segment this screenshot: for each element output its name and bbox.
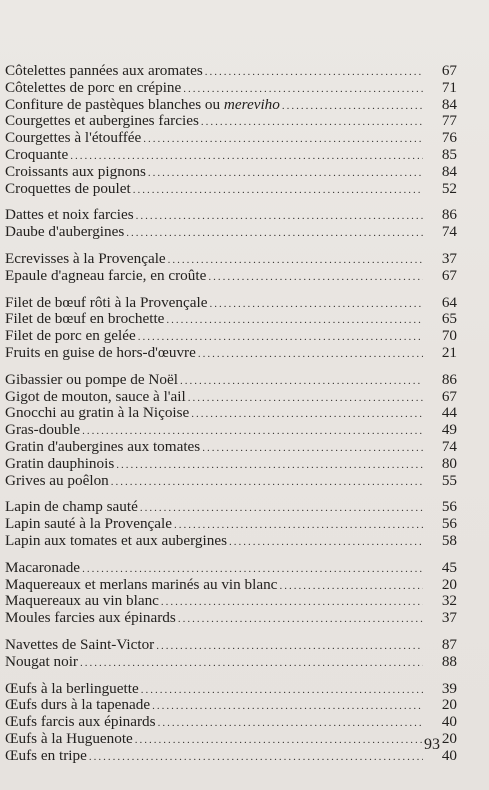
entry-title: Croquante [5,145,69,163]
entry-title: Daube d'aubergines [5,223,125,241]
index-group [5,251,457,285]
dot-leader [180,373,423,390]
index-group [5,637,457,671]
entry-title: Epaule d'agneau farcie, en croûte [5,266,207,284]
entry-page-number: 52 [441,179,457,197]
entry-title: Nougat noir [5,652,78,670]
entry-title: Gratin d'aubergines aux tomates [5,437,201,455]
index-entry [5,516,457,533]
entry-page-number: 37 [441,609,457,627]
dot-leader [82,561,423,578]
entry-title: Dattes et noix farcies [5,206,134,224]
dot-leader [140,500,423,517]
index-entry [5,499,457,516]
entry-page-number: 64 [441,293,457,311]
index-entry [5,311,457,328]
index-entry [5,560,457,577]
page-number: 93 [424,736,440,753]
dot-leader [136,208,423,225]
entry-page-number: 44 [441,404,457,422]
index-entry [5,251,457,268]
dot-leader [161,594,423,611]
index-entry [5,181,457,198]
entry-title: Gibassier ou pompe de Noël [5,370,178,388]
entry-page-number: 20 [441,575,457,593]
entry-title: Confiture de pastèques blanches ou mereviho [5,95,280,113]
entry-title: Grives au poêlon [5,471,109,489]
entry-title: Lapin de champ sauté [5,498,138,516]
recipe-index [5,63,457,774]
index-entry [5,593,457,610]
index-entry [5,63,457,80]
entry-title: Filet de porc en gelée [5,327,136,345]
entry-page-number: 84 [441,162,457,180]
entry-title: Maquereaux et merlans marinés au vin blanc [5,575,278,593]
entry-page-number: 86 [441,206,457,224]
index-entry [5,345,457,362]
entry-page-number: 40 [441,713,457,731]
index-group [5,560,457,627]
entry-title: Gnocchi au gratin à la Niçoise [5,404,190,422]
index-group [5,499,457,549]
entry-title: Œufs à la berlinguette [5,679,139,697]
entry-page-number: 32 [441,592,457,610]
index-entry [5,422,457,439]
entry-page-number: 74 [441,223,457,241]
entry-title: Œufs farcis aux épinards [5,713,156,731]
entry-page-number: 56 [441,515,457,533]
entry-page-number: 65 [441,310,457,328]
entry-page-number: 88 [441,652,457,670]
dot-leader [201,114,423,131]
entry-page-number: 74 [441,437,457,455]
index-group [5,63,457,197]
index-entry [5,80,457,97]
entry-title: Fruits en guise de hors-d'œuvre [5,343,196,361]
entry-page-number: 67 [441,62,457,79]
index-entry [5,533,457,550]
index-entry [5,147,457,164]
entry-title: Filet de bœuf rôti à la Provençale [5,293,208,311]
entry-page-number: 67 [441,387,457,405]
entry-page-number: 56 [441,498,457,516]
entry-title: Moules farcies aux épinards [5,609,176,627]
index-entry [5,130,457,147]
index-group [5,295,457,362]
dot-leader [178,611,423,628]
entry-title: Ecrevisses à la Provençale [5,249,166,267]
entry-title: Navettes de Saint-Victor [5,635,155,653]
dot-leader [205,64,423,81]
index-entry [5,295,457,312]
index-group [5,681,457,765]
index-entry [5,207,457,224]
entry-page-number: 40 [441,746,457,764]
entry-title: Lapin aux tomates et aux aubergines [5,531,227,549]
index-entry [5,456,457,473]
dot-leader [141,682,423,699]
entry-page-number: 20 [441,729,457,747]
entry-page-number: 80 [441,454,457,472]
index-entry [5,577,457,594]
index-entry [5,224,457,241]
entry-title: Œufs à la Huguenote [5,729,133,747]
entry-page-number: 85 [441,145,457,163]
entry-page-number: 84 [441,95,457,113]
entry-page-number: 87 [441,635,457,653]
index-entry [5,697,457,714]
dot-leader [198,346,423,363]
dot-leader [126,225,423,242]
dot-leader [133,182,423,199]
entry-title: Courgettes et aubergines farcies [5,112,199,130]
entry-title: Œufs en tripe [5,746,87,764]
dot-leader [279,578,423,595]
entry-page-number: 77 [441,112,457,130]
index-entry [5,731,457,748]
index-entry [5,389,457,406]
entry-page-number: 49 [441,421,457,439]
index-entry [5,328,457,345]
index-entry [5,164,457,181]
dot-leader [80,655,423,672]
entry-title: Œufs durs à la tapenade [5,696,151,714]
dot-leader [188,390,423,407]
index-entry [5,473,457,490]
entry-page-number: 58 [441,531,457,549]
dot-leader [166,312,423,329]
dot-leader [152,698,423,715]
index-entry [5,748,457,765]
dot-leader [143,131,423,148]
dot-leader [148,165,423,182]
index-group [5,207,457,241]
entry-page-number: 45 [441,558,457,576]
dot-leader [209,296,423,313]
entry-title: Maquereaux au vin blanc [5,592,159,610]
entry-title: Gigot de mouton, sauce à l'ail [5,387,186,405]
index-entry [5,113,457,130]
index-entry [5,405,457,422]
entry-title: Gras-double [5,421,81,439]
entry-title: Filet de bœuf en brochette [5,310,165,328]
index-entry [5,268,457,285]
entry-page-number: 55 [441,471,457,489]
dot-leader [135,732,423,749]
dot-leader [229,534,423,551]
index-entry [5,654,457,671]
entry-title: Croissants aux pignons [5,162,146,180]
dot-leader [116,457,423,474]
index-entry [5,439,457,456]
entry-title: Côtelettes pannées aux aromates [5,62,203,79]
index-group [5,372,457,490]
entry-page-number: 76 [441,129,457,147]
dot-leader [111,474,423,491]
index-entry [5,681,457,698]
entry-title: Courgettes à l'étouffée [5,129,142,147]
dot-leader [202,440,423,457]
index-entry [5,610,457,627]
entry-page-number: 21 [441,343,457,361]
dot-leader [208,269,423,286]
dot-leader [282,98,423,115]
entry-title: Macaronade [5,558,81,576]
entry-title: Croquettes de poulet [5,179,131,197]
entry-page-number: 39 [441,679,457,697]
index-entry [5,97,457,114]
entry-page-number: 20 [441,696,457,714]
entry-page-number: 67 [441,266,457,284]
entry-page-number: 37 [441,249,457,267]
dot-leader [89,749,423,766]
entry-page-number: 70 [441,327,457,345]
entry-page-number: 86 [441,370,457,388]
dot-leader [191,406,423,423]
index-entry [5,714,457,731]
dot-leader [156,638,423,655]
entry-title: Côtelettes de porc en crépine [5,78,182,96]
entry-page-number: 71 [441,78,457,96]
dot-leader [158,715,423,732]
entry-title: Gratin dauphinois [5,454,115,472]
index-entry [5,372,457,389]
entry-title: Lapin sauté à la Provençale [5,515,172,533]
index-entry [5,637,457,654]
